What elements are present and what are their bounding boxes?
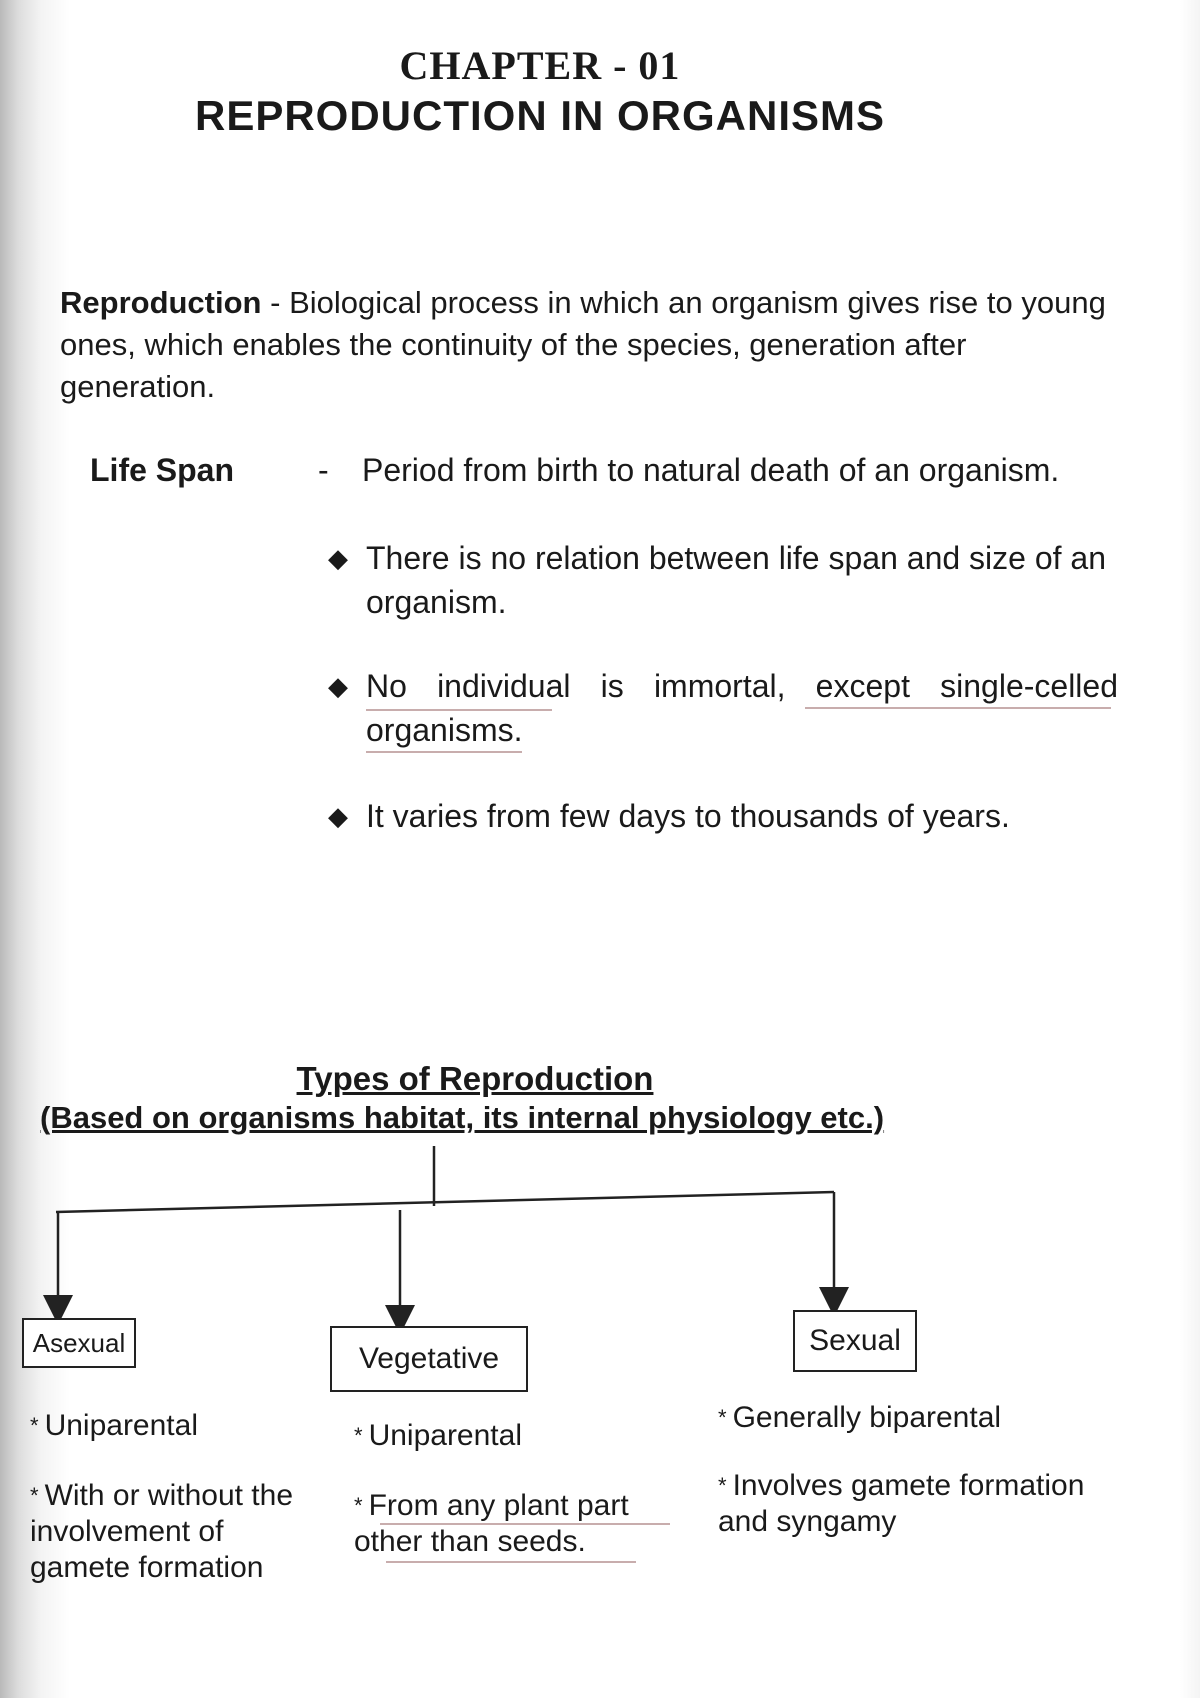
definition-separator: - (261, 285, 290, 320)
pen-underline (380, 1523, 670, 1525)
diamond-bullet-icon: ◆ (328, 543, 348, 573)
chapter-title: REPRODUCTION IN ORGANISMS (194, 92, 886, 139)
point-text: Uniparental (44, 1409, 198, 1442)
definition-term: Reproduction (60, 285, 262, 320)
types-subheading: (Based on organisms habitat, its internal physiology etc.) (40, 1100, 885, 1135)
asexual-point (30, 1478, 310, 1586)
asterisk-icon: * (718, 1405, 727, 1430)
vegetative-box: Vegetative (330, 1326, 528, 1392)
sexual-box: Sexual (793, 1310, 917, 1372)
asterisk-icon: * (30, 1413, 39, 1438)
asterisk-icon: * (354, 1493, 363, 1518)
asexual-point (30, 1408, 310, 1444)
point-text: Generally biparental (732, 1401, 1002, 1434)
life-span-separator: - (318, 452, 329, 488)
asterisk-icon: * (354, 1423, 363, 1448)
bullet-text: It varies from few days to thousands of years. (366, 798, 1010, 834)
tree-branch-line (56, 1192, 834, 1212)
pen-underline (386, 1561, 636, 1563)
asterisk-icon: * (718, 1473, 727, 1498)
bullet-text: There is no relation between life span and size of an organism. (366, 540, 1107, 620)
types-heading: Types of Reproduction (296, 1060, 654, 1097)
definition-text: Biological process in which an organism gives rise to young ones, which enables the continuity of the species, generation after generation. (60, 285, 1106, 404)
sexual-point (718, 1400, 1138, 1436)
point-text: From any plant part other than seeds. (354, 1489, 629, 1558)
sexual-point (718, 1468, 1138, 1540)
diamond-bullet-icon: ◆ (328, 801, 348, 831)
chapter-number: CHAPTER - 01 (399, 43, 681, 88)
vegetative-point (354, 1418, 684, 1454)
diamond-bullet-icon: ◆ (328, 671, 348, 701)
asexual-box: Asexual (22, 1318, 136, 1368)
point-text: With or without the involvement of gamete formation (30, 1479, 293, 1584)
asterisk-icon: * (30, 1483, 39, 1508)
life-span-term: Life Span (90, 452, 235, 488)
point-text: Involves gamete formation and syngamy (718, 1469, 1085, 1538)
life-span-definition: Period from birth to natural death of an organism. (362, 452, 1060, 488)
bullet-text: No individual is immortal, except single-celled organisms. (366, 668, 1118, 748)
point-text: Uniparental (368, 1419, 522, 1452)
